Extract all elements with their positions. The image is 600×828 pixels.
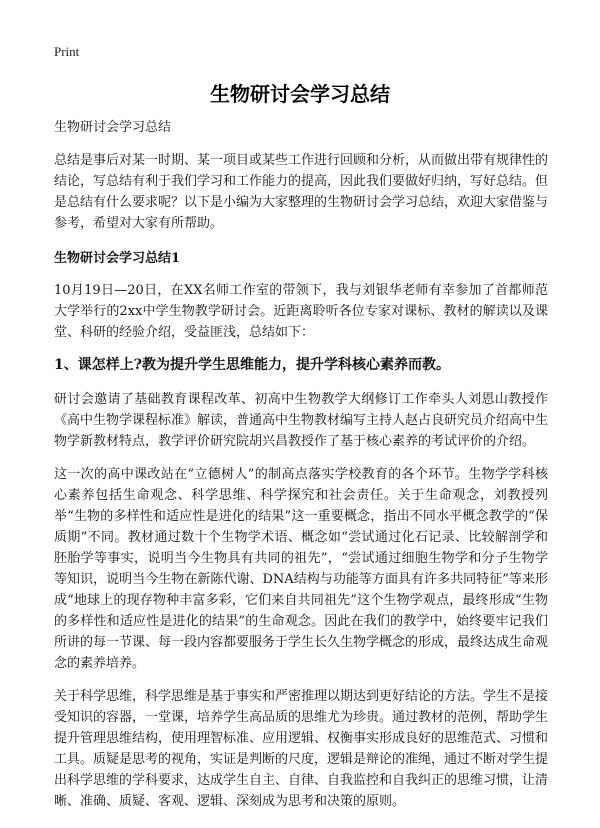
- body-paragraph: 这一次的高中课改站在“立德树人”的制高点落实学校教育的各个环节。生物学学科核心素养包括生命观念、科学思维、科学探究和社会责任。关于生命观念，刘教授列举“生物的多样性和适应性是进化的结果”这一重要概念，指出不同水平概念教学的“保质期”不同。教材通过数十个生物学术语、概念如“尝试通过化石记录、比较解剖学和胚胎学等事实，说明当今生物具有共同的祖先”，“尝试通过细胞生物学和分子生物学等知识，说明当今生物在新陈代谢、DNA结构与功能等方面具有许多共同特征”等来形成“地球上的现存物种丰富多彩，它们来自共同祖先”这个生物学观点，最终形成“生物的多样性和适应性是进化的结果”的生命观念。因此在我们的教学中，始终要牢记我们所讲的每一节课、每一段内容都要服务于学生长久生物学概念的形成，最终达成生命观念的素养培养。: [54, 467, 549, 671]
- print-link[interactable]: Print: [54, 44, 80, 59]
- page-title: 生物研讨会学习总结: [210, 82, 390, 106]
- body-paragraph: 研讨会邀请了基础教育课程改革、初高中生物教学大纲修订工作牵头人刘恩山教授作《高中生物学课程标准》解读，普通高中生物教材编写主持人赵占良研究员介绍高中生物学新教材特点，教学评价研究院胡兴昌教授作了基于核心素养的考试评价的介绍。: [54, 392, 549, 449]
- section-heading: 生物研讨会学习总结1: [54, 251, 181, 266]
- point-heading: 1、课怎样上?教为提升学生思维能力，提升学科核心素养而教。: [54, 357, 450, 373]
- body-paragraph: 关于科学思维，科学思维是基于事实和严密推理以期达到更好结论的方法。学生不是接受知识的容器，一堂课，培养学生高品质的思维尤为珍贵。通过教材的范例，帮助学生提升管理思维结构，使用理智标准、应用逻辑、权衡事实形成良好的思维范式、习惯和工具。质疑是思考的视角，实证是判断的尺度，逻辑是辩论的准绳，通过不断对学生提出科学思维的学科要求，达成学生自主、自律、自我监控和自我纠正的思维习惯，让清晰、准确、质疑、客观、逻辑、深刻成为思考和决策的原则。: [54, 689, 549, 809]
- intro-paragraph: 总结是事后对某一时期、某一项目或某些工作进行回顾和分析，从而做出带有规律性的结论，写总结有利于我们学习和工作能力的提高，因此我们要做好归纳，写好总结。但是总结有什么要求呢？以下是小编为大家整理的生物研讨会学习总结，欢迎大家借鉴与参考，希望对大家有所帮助。: [54, 153, 549, 231]
- section-intro-paragraph: 10月19日—20日，在XX名师工作室的带领下，我与刘银华老师有幸参加了首都师范大学举行的2xx中学生物教学研讨会。近距离聆听各位专家对课标、教材的解读以及课堂、科研的经验介绍，受益匪浅，总结如下：: [54, 283, 548, 340]
- article-body: [54, 117, 548, 824]
- article-subtitle: 生物研讨会学习总结: [54, 120, 172, 135]
